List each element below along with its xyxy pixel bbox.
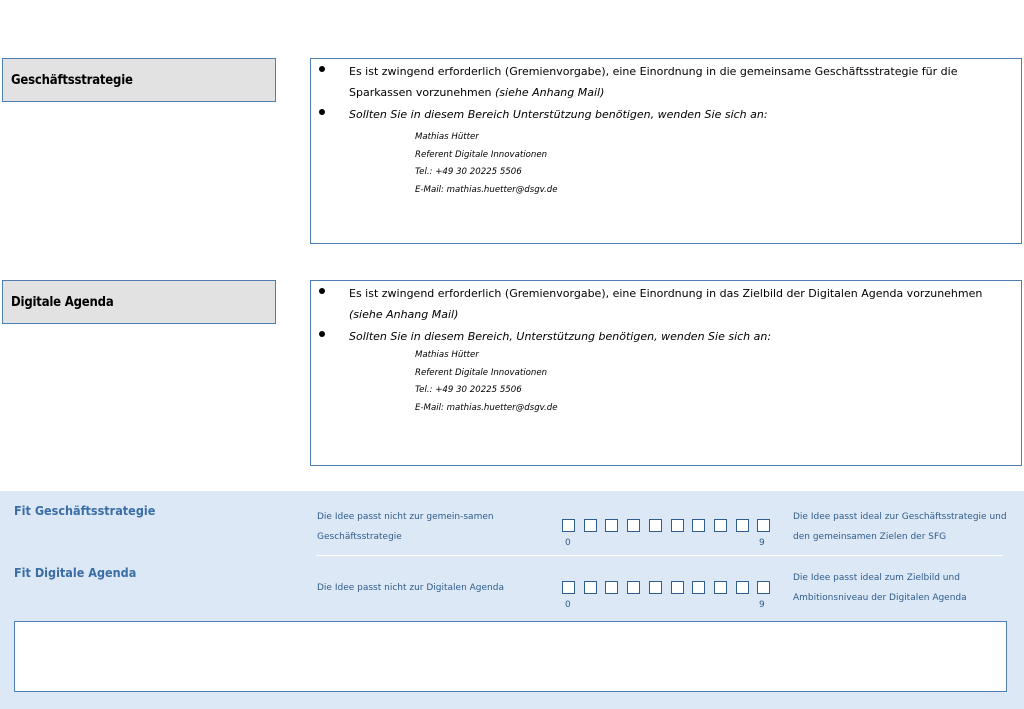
rating-checkbox[interactable]: [714, 581, 727, 594]
rating-checkbox[interactable]: [736, 519, 749, 532]
rating-checkbox[interactable]: [584, 519, 597, 532]
rating-checkbox[interactable]: [649, 519, 662, 532]
contact-email: E-Mail: mathias.huetter@dsgv.de: [415, 184, 558, 195]
bullet-dot-icon: [319, 288, 327, 296]
contact-block: [415, 347, 558, 417]
section-label-geschaeftsstrategie: [2, 58, 276, 102]
rating-checkbox[interactable]: [584, 581, 597, 594]
rating-checkbox[interactable]: [649, 581, 662, 594]
rating-checkbox[interactable]: [562, 581, 575, 594]
section-label-text: Geschäftsstrategie: [11, 73, 133, 88]
rating-checkbox[interactable]: [714, 519, 727, 532]
section-content-geschaeftsstrategie: [310, 58, 1022, 244]
rating-checkbox[interactable]: [562, 519, 575, 532]
contact-name: Mathias Hütter: [415, 132, 479, 142]
fit-left-description: Die Idee passt nicht zur gemein-samen Geschäftsstrategie: [317, 512, 494, 542]
rating-checkbox[interactable]: [605, 519, 618, 532]
section-content-digitale-agenda: [310, 280, 1022, 466]
section-label-text: Digitale Agenda: [11, 295, 114, 310]
fit-divider: [316, 555, 1003, 556]
fit-left-description: Die Idee passt nicht zur Digitalen Agenda: [317, 583, 504, 593]
rating-checkbox[interactable]: [605, 581, 618, 594]
fit-right-description: Die Idee passt ideal zum Zielbild und Ambitionsniveau der Digitalen Agenda: [793, 573, 967, 603]
rating-checkbox[interactable]: [692, 519, 705, 532]
notes-textarea[interactable]: [14, 621, 1007, 692]
section-label-digitale-agenda: [2, 280, 276, 324]
scale-max-label: 9: [759, 538, 765, 548]
rating-checkbox[interactable]: [671, 519, 684, 532]
contact-tel: Tel.: +49 30 20225 5506: [415, 385, 522, 395]
rating-checkbox[interactable]: [757, 581, 770, 594]
rating-checkbox[interactable]: [692, 581, 705, 594]
bullet-text: Es ist zwingend erforderlich (Gremienvorgabe), eine Einordnung in das Zielbild der Digitalen Agenda vorzunehmen (siehe Anhang Mail): [349, 287, 983, 321]
bullet-text: Sollten Sie in diesem Bereich Unterstützung benötigen, wenden Sie sich an:: [349, 108, 768, 121]
contact-role: Referent Digitale Innovationen: [415, 149, 548, 160]
bullet-dot-icon: [319, 109, 327, 117]
bullet-text: Sollten Sie in diesem Bereich, Unterstützung benötigen, wenden Sie sich an:: [349, 330, 772, 343]
fit-title-digitale-agenda: Fit Digitale Agenda: [14, 565, 137, 580]
rating-checkbox[interactable]: [757, 519, 770, 532]
scale-min-label: 0: [565, 600, 571, 610]
rating-checkbox[interactable]: [627, 581, 640, 594]
scale-min-label: 0: [565, 538, 571, 548]
rating-checkbox[interactable]: [671, 581, 684, 594]
contact-email: E-Mail: mathias.huetter@dsgv.de: [415, 402, 558, 413]
fit-title-geschaeftsstrategie: Fit Geschäftsstrategie: [14, 503, 156, 518]
fit-right-description: Die Idee passt ideal zur Geschäftsstrategie und den gemeinsamen Zielen der SFG: [793, 512, 1007, 542]
contact-block: [415, 129, 558, 199]
contact-role: Referent Digitale Innovationen: [415, 367, 548, 378]
rating-scale-geschaeftsstrategie: [562, 519, 774, 535]
rating-checkbox[interactable]: [627, 519, 640, 532]
rating-scale-digitale-agenda: [562, 581, 774, 597]
scale-max-label: 9: [759, 600, 765, 610]
bullet-text: Es ist zwingend erforderlich (Gremienvorgabe), eine Einordnung in die gemeinsame Geschäftsstrategie für die Sparkassen vorzunehmen (siehe Anhang Mail): [349, 65, 958, 99]
bullet-dot-icon: [319, 66, 327, 74]
contact-tel: Tel.: +49 30 20225 5506: [415, 167, 522, 177]
rating-checkbox[interactable]: [736, 581, 749, 594]
bullet-dot-icon: [319, 331, 327, 339]
contact-name: Mathias Hütter: [415, 350, 479, 360]
